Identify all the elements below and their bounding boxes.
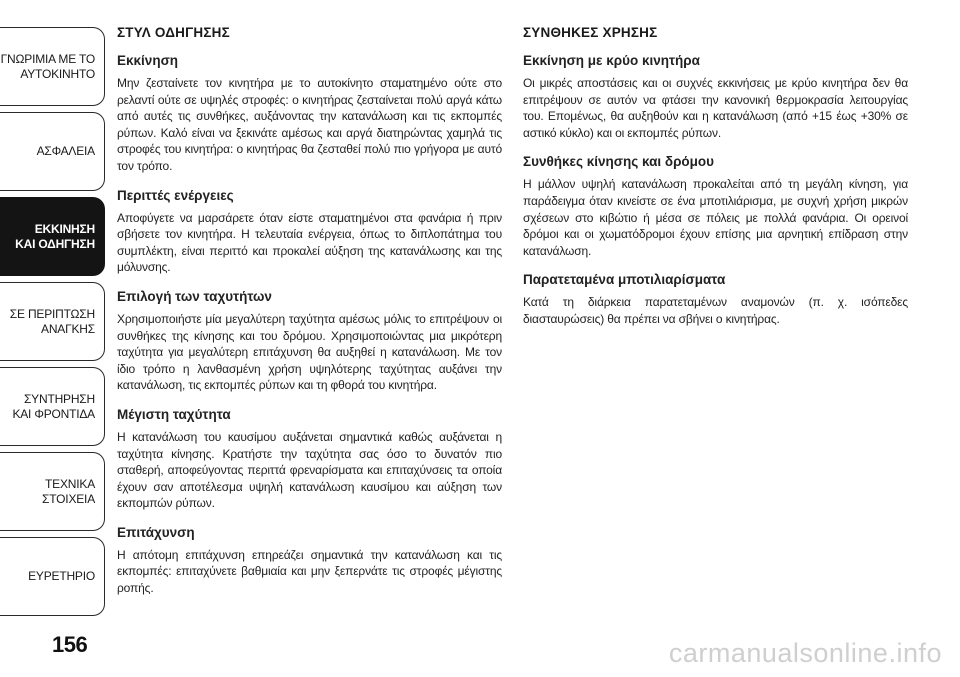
subsection-heading: Εκκίνηση με κρύο κινητήρα: [523, 53, 700, 68]
subsection-text: Χρησιμοποιήστε μία μεγαλύτερη ταχύτητα αμέσως μόλις το επιτρέψουν οι συνθήκες της κίνησης και του δρόμου. Χρησιμοποιώντας μια μικρότερη ταχύτητα για μεγαλύτερη επιτάχυνση θα αυξηθεί η κατανάλωση. Με τον ίδιο τρόπο η λανθασμένη χρήση υψηλότερης ταχύτητας αυξάνει την κατανάλωση, τις εκπομπές ρύπων και τη φθορά του κινητήρα.: [117, 311, 502, 393]
tab-maintenance-and-care[interactable]: [0, 367, 105, 446]
tab-label-line1: ΑΣΦΑΛΕΙΑ: [36, 144, 95, 158]
subsection-text: Η μάλλον υψηλή κατανάλωση προκαλείται από τη μεγάλη κίνηση, για παράδειγμα όταν κινείστε σε ένα μποτιλιάρισμα, με συχνή χρήση μικρών σχέσεων στο κιβώτιο ή μέσα σε πόλεις με πολλά φανάρια. Οι ορεινοί δρόμοι και οι χωματόδρομοι έχουν επίσης μια αρνητική επίδραση στην κατανάλωση.: [523, 177, 908, 258]
subsection-text: Η κατανάλωση του καυσίμου αυξάνεται σημαντικά καθώς αυξάνεται η ταχύτητα κίνησης. Κρατήστε την ταχύτητα σας όσο το δυνατόν πιο σταθερή, αποφεύγοντας περιττά φρεναρίσματα και επιταχύνσεις τα οποία έχουν σαν αποτέλεσμα υψηλή κατανάλωση καυσίμου και αύξηση των εκπομπών ρύπων.: [117, 429, 502, 511]
tab-label-line2: ΣΤΟΙΧΕΙΑ: [42, 491, 95, 506]
subsection-heading: Συνθήκες κίνησης και δρόμου: [523, 154, 715, 170]
driving-style-column: [117, 24, 502, 609]
tab-label-line1: ΤΕΧΝΙΚΑ: [45, 476, 95, 491]
tab-emergency[interactable]: [0, 282, 105, 361]
tab-label-line1: ΕΚΚΙΝΗΣΗ: [34, 221, 95, 236]
tab-technical-specifications[interactable]: [0, 452, 105, 531]
tab-label-line2: ΚΑΙ ΟΔΗΓΗΣΗ: [15, 236, 95, 251]
tab-label-line1: ΓΝΩΡΙΜΙΑ ΜΕ ΤΟ: [0, 51, 95, 66]
chapter-sidebar: [0, 27, 105, 622]
section-title: ΣΥΝΘΗΚΕΣ ΧΡΗΣΗΣ: [523, 25, 658, 40]
tab-label-line1: ΣΕ ΠΕΡΙΠΤΩΣΗ: [9, 306, 95, 321]
subsection-heading: Εκκίνηση: [117, 53, 179, 68]
conditions-of-use-column: [523, 24, 908, 340]
subsection-text: Μην ζεσταίνετε τον κινητήρα με το αυτοκίνητο σταματημένο ούτε στο ρελαντί ούτε σε υψηλές στροφές: ο κινητήρας ζεσταίνεται πολύ αργά κάτω από αυτές τις συνθήκες, αυξάνοντας την κατανάλωση και τις εκπομπές ρύπων. Καλό είναι να ξεκινάτε αμέσως και αργά διατηρώντας χαμηλά τις στροφές του κινητήρα: ο κινητήρας θα ζεσταθεί πολύ πιο γρήγορα με αυτό τον τρόπο.: [117, 76, 502, 173]
watermark: carmanualsonline.info: [668, 638, 942, 668]
subsection-heading: Παρατεταμένα μποτιλιαρίσματα: [523, 272, 726, 288]
subsection-heading: Επιτάχυνση: [117, 524, 195, 540]
subsection-heading: Επιλογή των ταχυτήτων: [117, 288, 272, 304]
tab-starting-and-driving[interactable]: [0, 197, 105, 276]
tab-label-line2: ΚΑΙ ΦΡΟΝΤΙΔΑ: [12, 406, 95, 421]
tab-getting-to-know-car[interactable]: [0, 27, 105, 106]
tab-label-line2: ΑΝΑΓΚΗΣ: [41, 321, 95, 336]
subsection-text: Οι μικρές αποστάσεις και οι συχνές εκκινήσεις με κρύο κινητήρα δεν θα επιτρέψουν σε αυτόν να φτάσει την κανονική θερμοκρασία λειτουργίας του. Επομένως, θα αυξηθούν και η κατανάλωση (από +15 έως +30% σε αστικό κύκλο) και οι εκπομπές ρύπων.: [523, 76, 908, 140]
section-title: ΣΤΥΛ ΟΔΗΓΗΣΗΣ: [117, 25, 230, 40]
subsection-text: Αποφύγετε να μαρσάρετε όταν είστε σταματημένοι στα φανάρια ή πριν σβήσετε τον κινητήρα. Η τελευταία ενέργεια, όπως το διπλοπάτημα του συμπλέκτη, είναι περιττό και προκαλεί αύξηση της κατανάλωσης και της μόλυνσης.: [117, 210, 502, 275]
subsection-text: Κατά τη διάρκεια παρατεταμένων αναμονών (π. χ. ισόπεδες διασταυρώσεις) θα πρέπει να σβήνει ο κινητήρας.: [523, 295, 908, 326]
tab-safety[interactable]: [0, 112, 105, 191]
tab-index[interactable]: [0, 537, 105, 616]
subsection-text: Η απότομη επιτάχυνση επηρεάζει σημαντικά την κατανάλωση και τις εκπομπές: επιταχύνετε βαθμιαία και μην ξεπερνάτε τις στροφές μέγιστης ροπής.: [117, 547, 502, 596]
tab-label-line1: ΣΥΝΤΗΡΗΣΗ: [23, 391, 95, 406]
subsection-heading: Μέγιστη ταχύτητα: [117, 406, 231, 422]
subsection-heading: Περιττές ενέργειες: [117, 187, 234, 203]
tab-label-line2: ΑΥΤΟΚΙΝΗΤΟ: [20, 66, 95, 81]
tab-label-line1: ΕΥΡΕΤΗΡΙΟ: [28, 569, 95, 583]
page-number: 156: [52, 632, 88, 657]
